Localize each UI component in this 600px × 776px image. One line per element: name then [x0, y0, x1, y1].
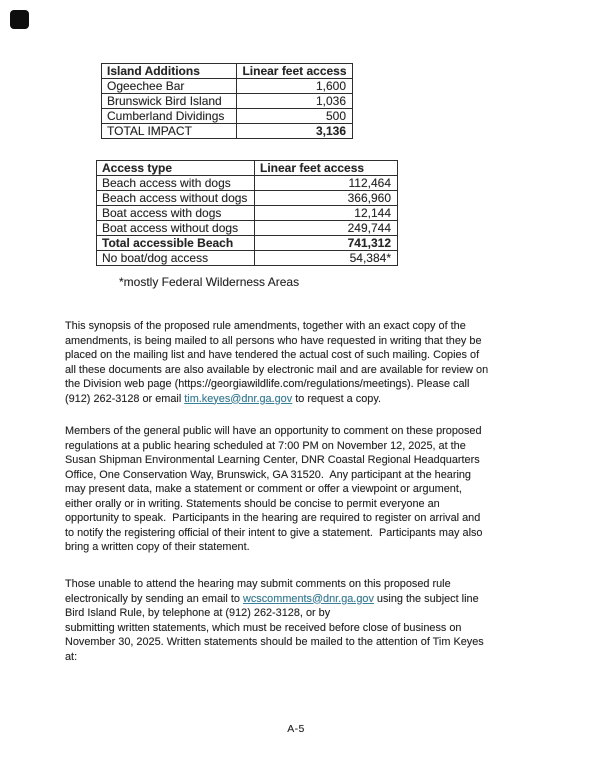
table-cell-label: Beach access without dogs — [97, 191, 255, 206]
table-header-row — [97, 161, 398, 176]
table-cell-value: 249,744 — [255, 221, 398, 236]
text-line: placed on the mailing list and have tendered the actual cost of such mailing. Copies of — [65, 349, 480, 361]
email-link[interactable]: wcscomments@dnr.ga.gov — [242, 592, 374, 605]
paragraph-comments — [65, 577, 484, 664]
table-row — [102, 124, 353, 139]
table-row — [97, 221, 398, 236]
island-additions-table — [101, 63, 353, 139]
scan-artifact-mark — [10, 10, 29, 29]
text-line: opportunity to speak. Participants in the hearing are required to register on arrival and — [65, 512, 481, 524]
table-header-cell: Island Additions — [102, 64, 237, 79]
text-line: electronically by sending an email to wcscomments@dnr.ga.gov using the subject line — [65, 592, 479, 605]
table-row — [97, 206, 398, 221]
table-row — [97, 191, 398, 206]
text-line: Bird Island Rule, by telephone at (912) 262-3128, or by — [65, 607, 331, 619]
table-row — [102, 94, 353, 109]
table-row — [102, 79, 353, 94]
table-cell-label: Total accessible Beach — [97, 236, 255, 251]
text-line: at: — [65, 650, 78, 663]
table-cell-label: Cumberland Dividings — [102, 109, 237, 124]
text-line: (912) 262-3128 or email tim.keyes@dnr.ga.gov to request a copy. — [65, 392, 381, 405]
table-header-row — [102, 64, 353, 79]
table-cell-value: 741,312 — [255, 236, 398, 251]
text-line: amendments, is being mailed to all persons who have requested in writing that they be — [65, 334, 482, 347]
text-line: Susan Shipman Environmental Learning Center, DNR Coastal Regional Headquarters — [65, 454, 480, 466]
text-line: either orally or in writing. Statements should be concise to permit everyone an — [65, 497, 440, 510]
table-cell-value: 54,384* — [255, 251, 398, 266]
table-cell-value: 1,036 — [237, 94, 353, 109]
table-cell-label: Brunswick Bird Island — [102, 94, 237, 109]
table-header-cell: Access type — [97, 161, 255, 176]
table-cell-label: TOTAL IMPACT — [102, 124, 237, 139]
paragraph-synopsis — [65, 319, 488, 406]
table-cell-value: 500 — [237, 109, 353, 124]
table-cell-label: Ogeechee Bar — [102, 79, 237, 94]
table-cell-value: 366,960 — [255, 191, 398, 206]
text-line: Those unable to attend the hearing may submit comments on this proposed rule — [65, 578, 451, 590]
table-row — [102, 109, 353, 124]
text-line: regulations at a public hearing scheduled at 7:00 PM on November 12, 2025, at the — [65, 439, 466, 452]
text-line: to notify the registering official of their intent to give a statement. Participants may also — [65, 526, 483, 539]
text-line: bring a written copy of their statement. — [65, 541, 250, 553]
table-cell-value: 1,600 — [237, 79, 353, 94]
text-line: the Division web page (https://georgiawildlife.com/regulations/meetings). Please call — [65, 378, 470, 390]
table-row — [97, 236, 398, 251]
text-line: Members of the general public will have an opportunity to comment on these proposed — [65, 425, 482, 437]
paragraph-hearing — [65, 424, 483, 555]
text-line: all these documents are also available by electronic mail and are available for review on — [65, 363, 489, 376]
email-link[interactable]: tim.keyes@dnr.ga.gov — [184, 392, 293, 405]
table-cell-value: 3,136 — [237, 124, 353, 139]
access-type-table — [96, 160, 398, 266]
table-footnote: *mostly Federal Wilderness Areas — [119, 275, 300, 289]
table-cell-label: Boat access with dogs — [97, 206, 255, 221]
text-line: may present data, make a statement or comment or offer a viewpoint or argument, — [65, 483, 462, 495]
text-line: This synopsis of the proposed rule amendments, together with an exact copy of the — [65, 320, 466, 332]
table-cell-label: Boat access without dogs — [97, 221, 255, 236]
table-cell-value: 12,144 — [255, 206, 398, 221]
table-cell-label: Beach access with dogs — [97, 176, 255, 191]
table-header-cell: Linear feet access — [237, 64, 353, 79]
text-line: submitting written statements, which must be received before close of business on — [65, 621, 462, 634]
table-row — [97, 251, 398, 266]
text-line: November 30, 2025. Written statements should be mailed to the attention of Tim Keyes — [65, 636, 484, 648]
text-line: Office, One Conservation Way, Brunswick, GA 31520. Any participant at the hearing — [65, 468, 471, 481]
table-cell-value: 112,464 — [255, 176, 398, 191]
table-cell-label: No boat/dog access — [97, 251, 255, 266]
table-row — [97, 176, 398, 191]
page-number: A-5 — [287, 723, 305, 735]
table-header-cell: Linear feet access — [255, 161, 398, 176]
